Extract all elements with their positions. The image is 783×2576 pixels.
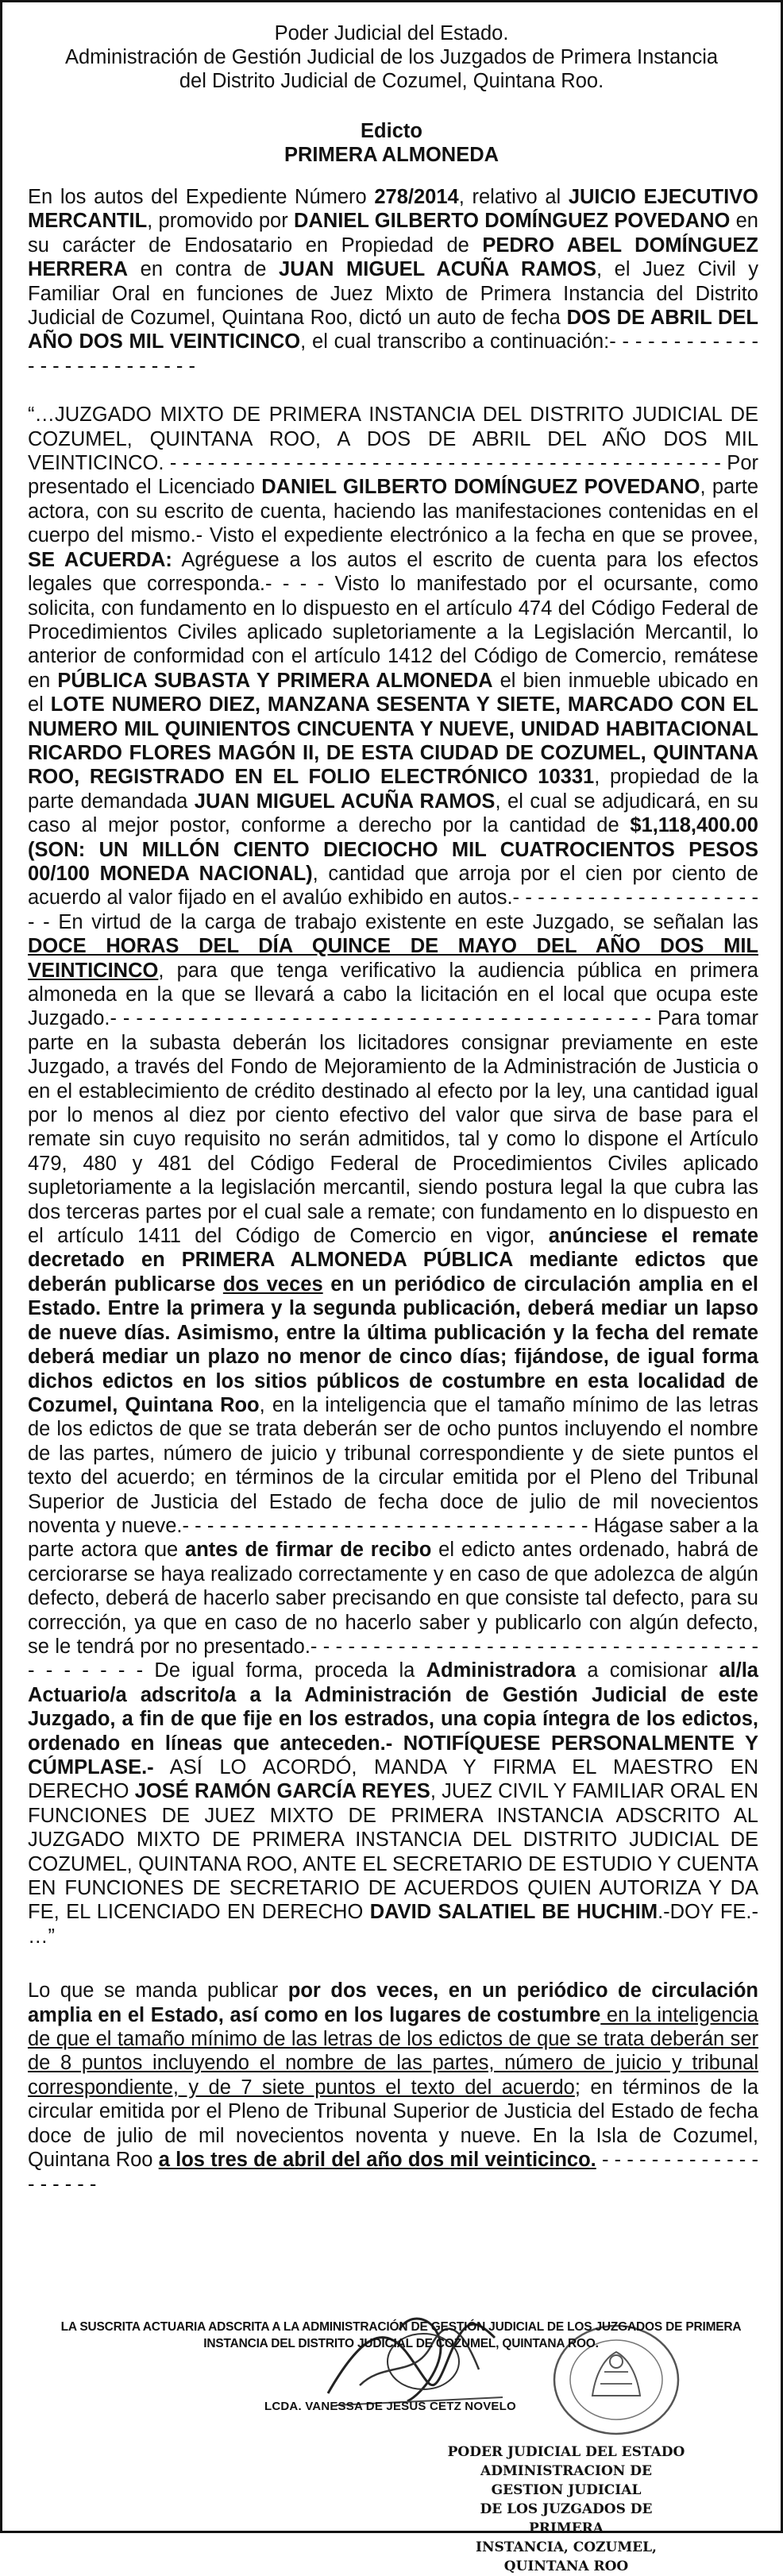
document-title (2, 119, 781, 167)
expediente-number: 278/2014 (374, 186, 459, 208)
text: , promovido por (147, 210, 294, 233)
text: a comisionar (576, 1659, 719, 1682)
document-header (2, 21, 781, 93)
amount: $1,118,400.00 (SON: UN MILLÓN CIENTO DIECIOCHO MIL CUATROCIENTOS PESOS 00/100 MONEDA NACIONAL) (28, 814, 758, 885)
text: , cantidad que arroja por el cien por ciento de acuerdo al valor fijado en el avalúo exhibido en autos.- - - - - - - - - - - - - - - - - - - - - - En virtud de la carga de trabajo existente en este Juzgado, se señalan las (28, 862, 758, 933)
text: En los autos del Expediente Número (28, 186, 375, 208)
font-size-requirement: en la inteligencia de que el tamaño mínimo de las letras de los edictos de que se trata deberán ser de 8 puntos incluyendo el nombre de las partes, número de juicio y tribunal correspondiente, y de 7 siete puntos el texto del acuerdo (28, 2003, 758, 2099)
text: , el cual transcribo a continuación:- - - - - - - - - - - - - - - - - - - - - - - - - - (28, 330, 758, 377)
hearing-date: DOCE HORAS DEL DÍA QUINCE DE MAYO DEL AÑO DOS MIL VEINTICINCO (28, 935, 758, 982)
endosante-name: PEDRO ABEL DOMÍNGUEZ HERRERA (28, 234, 759, 281)
text: “…JUZGADO MIXTO DE PRIMERA INSTANCIA DEL DISTRITO JUDICIAL DE COZUMEL, QUINTANA ROO, A DOS DE ABRIL DEL AÑO DOS MIL VEINTICINCO. - - - - - - - - - - - - - - - - - - - - - - - - - - - - - - - - - - - - - - - - - - - - Por presentado el Licenciado (28, 404, 758, 499)
stamp-line-1: PODER JUDICIAL DEL ESTADO (447, 2444, 685, 2460)
text: Agréguese a los autos el escrito de cuenta para los efectos legales que corresponda.- - - - Visto lo manifestado por el ocursante, como solicita, con fundamento en lo dispuesto en el artículo 474 del Código Federal de Procedimientos Civiles aplicado supletoriamente a la Legislación Mercantil, lo anterior de conformidad con el artículo 1412 del Código de Comercio, remátese en (28, 548, 758, 692)
text: en contra de (128, 258, 280, 281)
text: el edicto antes ordenado, habrá de cerciorarse se haya realizado correctamente y en caso de que adolezca de algún defecto, deberá de hacerlo saber precisando en que consiste tal defecto, para su corrección, ya que en caso de no hacerlo saber y publicarlo con algún defecto, se le tendrá por no presentado.- - - - - - - - - - - - - - - - - - - - - - - - - - - - - - - - - - - - - - - - - - - De igual forma, proceda la (28, 1539, 759, 1682)
text: ; en términos de la circular emitida por el Pleno de Tribunal Superior de Justicia del Estado de fecha doce de julio de mil novecientos noventa y nueve. En la Isla de Cozumel, Quintana Roo (28, 2076, 758, 2172)
text: ASÍ LO ACORDÓ, MANDA Y FIRMA EL MAESTRO EN DERECHO (28, 1756, 758, 1803)
se-acuerda: SE ACUERDA: (28, 548, 172, 571)
text: , en la inteligencia que el tamaño mínimo de las letras de los edictos de que se trata deberán ser de ocho puntos incluyendo el nombre de las partes, número de juicio y tribunal correspondiente y de siete puntos el texto del acuerdo; en términos de la circular emitida por el Pleno del Tribunal Superior de Justicia del Estado de fecha doce de julio de mil novecientos noventa y nueve.- - - - - - - - - - - - - - - - - - - - - - - - - - - - - - - - - Hágase saber a la parte actora que (28, 1393, 758, 1562)
closing-date: a los tres de abril del año dos mil veinticinco. (158, 2149, 596, 2172)
text: Lo que se manda publicar (28, 1979, 288, 2002)
publication-times: dos veces (222, 1273, 323, 1296)
text: .-DOY FE.- …” (28, 1901, 758, 1948)
auto-date: DOS DE ABRIL DEL AÑO DOS MIL VEINTICINCO (28, 307, 758, 353)
transcribed-auto-paragraph (28, 403, 758, 1948)
demandado-name: JUAN MIGUEL ACUÑA RAMOS (194, 790, 496, 813)
title-edicto: Edicto (361, 120, 422, 142)
intro-paragraph (28, 185, 758, 378)
secretary-name: DAVID SALATIEL BE HUCHIM (369, 1901, 658, 1924)
actuaria-statement: LA SUSCRITA ACTUARIA ADSCRITA A LA ADMINISTRACIÓN DE GESTIÓN JUDICIAL DE LOS JUZGADOS DE PRIMERA INSTANCIA DEL DISTRITO JUDICIAL DE COZUMEL, QUINTANA ROO. (60, 2320, 742, 2350)
header-line-1: Poder Judicial del Estado. (274, 22, 509, 44)
publication-order-cont: en un periódico de circulación amplia en el Estado. Entre la primera y la segunda publicación, deberá mediar un lapso de nueve días. Asimismo, entre la última publicación y la fecha del remate deberá mediar un plazo no menor de cinco días; fijándose, de igual forma dichos edictos en los sitios públicos de costumbre en esta localidad de Cozumel, Quintana Roo (28, 1273, 758, 1416)
signature-block (2, 2306, 781, 2574)
text: , parte actora, con su escrito de cuenta, haciendo las manifestaciones contenidas en el cuerpo del mismo.- Visto el expediente electrónico a la fecha en que se provee, (28, 476, 758, 547)
publication-instruction: por dos veces, en un periódico de circulación amplia en el Estado, así como en los lugares de costumbre (28, 1979, 758, 2026)
text: , propiedad de la parte demandada (28, 766, 758, 813)
text: , el cual se adjudicará, en su caso al mejor postor, conforme a derecho por la cantidad de (28, 790, 759, 837)
publication-order: anúnciese el remate decretado en PRIMERA ALMONEDA PÚBLICA mediante edictos que deberán publicarse (28, 1225, 758, 1296)
juicio-type: JUICIO EJECUTIVO MERCANTIL (28, 186, 759, 233)
text: , relativo al (458, 186, 569, 208)
actuaria-name: LCDA. VANESSA DE JESUS CETZ NOVELO (264, 2400, 516, 2413)
stamp-line-3: DE LOS JUZGADOS DE PRIMERA (480, 2501, 653, 2536)
text: , para que tenga verificativo la audiencia pública en primera almoneda en la que se llevará a cabo la licitación en el local que ocupa este Juzgado.- - - - - - - - - - - - - - - - - - - - - - - - - - - - - - - - - - - - - - - - - - Para tomar parte en la subasta deberán los licitadores consignar previamente en este Juzgado, a través del Fondo de Mejoramiento de la Administración de Justicia o en el establecimiento de crédito destinado al efecto por la ley, una cantidad igual por lo menos al diez por ciento efectivo del valor que sirva de base para el remate sin cuyo requisito no serán admitidos, tal y como lo dispone el Artículo 479, 480 y 481 del Código Federal de Procedimientos Civiles aplicado supletoriamente a la legislación mercantil, siendo postura legal la que cubra las dos terceras partes por el cual sale a remate; con fundamento en lo dispuesto en el artículo 1411 del Código de Comercio en vigor, (28, 959, 758, 1248)
promovente-name: DANIEL GILBERTO DOMÍNGUEZ POVEDANO (294, 210, 731, 233)
administradora: Administradora (426, 1659, 577, 1682)
text: en su carácter de Endosatario en Propiedad de (28, 210, 758, 257)
title-almoneda: PRIMERA ALMONEDA (284, 144, 499, 166)
text: , el Juez Civil y Familiar Oral en funciones de Juez Mixto de Primera Instancia del Distrito Judicial de Cozumel, Quintana Roo, dictó un auto de fecha (28, 258, 759, 330)
stamp-line-2: ADMINISTRACION DE GESTION JUDICIAL (480, 2463, 652, 2498)
property-description: LOTE NUMERO DIEZ, MANZANA SESENTA Y SIETE, MARCADO CON EL NUMERO MIL QUINIENTOS CINCUENTA Y NUEVE, UNIDAD HABITACIONAL RICARDO FLORES MAGÓN II, DE ESTA CIUDAD DE COZUMEL, QUINTANA ROO, REGISTRADO EN EL FOLIO ELECTRÓNICO 10331 (28, 693, 758, 789)
closing-paragraph (28, 1979, 758, 2196)
stamp-line-4: INSTANCIA, COZUMEL, QUINTANA ROO (476, 2539, 657, 2574)
header-line-3: del Distrito Judicial de Cozumel, Quintana Roo. (179, 70, 604, 92)
text: - - - - - - - - - - - - - - - - - - - (28, 2149, 758, 2196)
text: , JUEZ CIVIL Y FAMILIAR ORAL EN FUNCIONES DE JUEZ MIXTO DE PRIMERA INSTANCIA ADSCRITO AL JUZGADO MIXTO DE PRIMERA INSTANCIA DEL DISTRITO JUDICIAL DE COZUMEL, QUINTANA ROO, ANTE EL SECRETARIO DE ESTUDIO Y CUENTA EN FUNCIONES DE SECRETARIO DE ACUERDOS QUIEN AUTORIZA Y DA FE, EL LICENCIADO EN DERECHO (28, 1780, 758, 1924)
text: el bien inmueble ubicado en el (28, 669, 759, 716)
antes-de-firmar: antes de firmar de recibo (185, 1539, 432, 1562)
actor-name: DANIEL GILBERTO DOMÍNGUEZ POVEDANO (261, 476, 700, 499)
edict-body (28, 185, 758, 2196)
actuario-commission: al/la Actuario/a adscrito/a a la Administración de Gestión Judicial de este Juzgado, a fin de que fije en los estrados, una copia íntegra de los edictos, ordenado en líneas que anteceden.- NOTIFÍQUESE PERSONALMENTE Y CÚMPLASE.- (28, 1659, 758, 1778)
demandado-name: JUAN MIGUEL ACUÑA RAMOS (279, 258, 596, 281)
court-stamp (447, 2443, 685, 2576)
judge-name: JOSÉ RAMÓN GARCÍA REYES (134, 1780, 430, 1803)
header-line-2: Administración de Gestión Judicial de los Juzgados de Primera Instancia (64, 46, 719, 68)
subasta-label: PÚBLICA SUBASTA Y PRIMERA ALMONEDA (57, 669, 493, 692)
